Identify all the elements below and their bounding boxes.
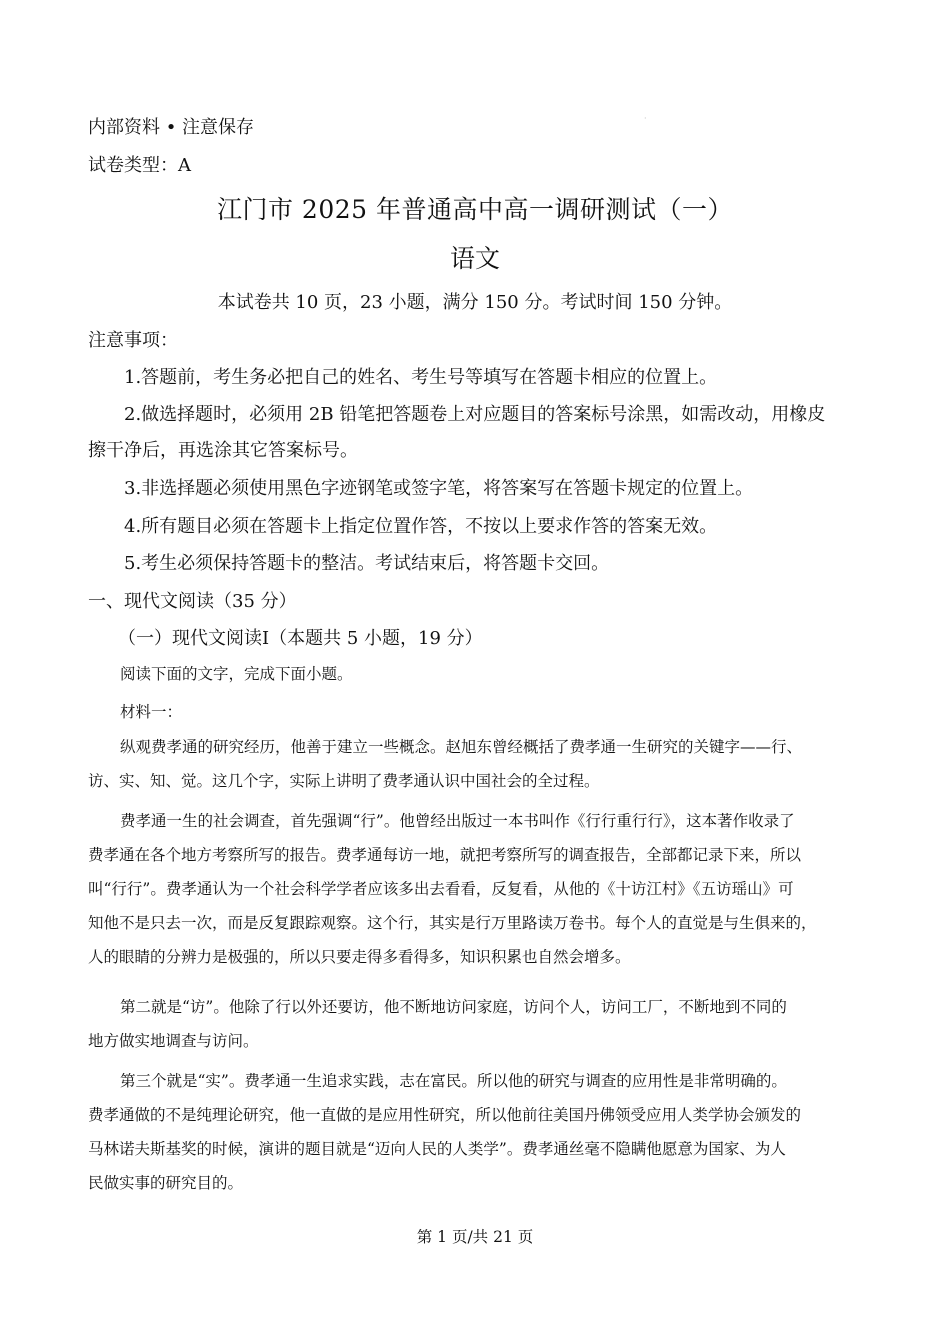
notes-heading: 注意事项： — [88, 330, 178, 351]
reading-instruction: 阅读下面的文字，完成下面小题。 — [120, 665, 353, 683]
confidential-label: 内部资料 • 注意保存 — [88, 117, 255, 138]
paragraph-line: 费孝通做的不是纯理论研究，他一直做的是应用性研究，所以他前往美国丹佛领受应用人类学协会颁发的 — [88, 1106, 802, 1124]
paragraph-line: 民做实事的研究目的。 — [88, 1174, 244, 1192]
paragraph-line: 访、实、知、觉。这几个字，实际上讲明了费孝通认识中国社会的全过程。 — [88, 772, 600, 790]
subsection-heading: （一）现代文阅读Ⅰ（本题共 5 小题，19 分） — [118, 628, 483, 649]
paragraph-line: 知他不是只去一次，而是反复跟踪观察。这个行，其实是行万里路读万卷书。每个人的直觉是与生俱来的， — [88, 914, 817, 932]
passage-paragraph-1 — [88, 730, 866, 798]
paragraph-line: 人的眼睛的分辨力是极强的，所以只要走得多看得多，知识积累也自然会增多。 — [88, 948, 631, 966]
note-item-3: 3.非选择题必须使用黑色字迹钢笔或签字笔，将答案写在答题卡规定的位置上。 — [124, 478, 754, 499]
paragraph-line: 马林诺夫斯基奖的时候，演讲的题目就是“迈向人民的人类学”。费孝通丝毫不隐瞒他愿意为国家、为人 — [88, 1140, 786, 1158]
paper-type-label: 试卷类型：A — [88, 155, 191, 176]
paragraph-line: 第三个就是“实”。费孝通一生追求实践，志在富民。所以他的研究与调查的应用性是非常明确的。 — [120, 1072, 787, 1090]
passage-paragraph-4 — [88, 1064, 866, 1200]
passage-paragraph-2 — [88, 804, 866, 974]
paragraph-line: 地方做实地调查与访问。 — [88, 1032, 259, 1050]
note-item-1: 1.答题前，考生务必把自己的姓名、考生号等填写在答题卡相应的位置上。 — [124, 367, 718, 388]
note-item-5: 5.考生必须保持答题卡的整洁。考试结束后，将答题卡交回。 — [124, 553, 610, 574]
paragraph-line: 叫“行行”。费孝通认为一个社会科学学者应该多出去看看，反复看，从他的《十访江村》《五访瑶山》可 — [88, 880, 794, 898]
exam-summary: 本试卷共 10 页，23 小题，满分 150 分。考试时间 150 分钟。 — [217, 292, 733, 313]
passage-paragraph-3 — [88, 990, 866, 1058]
note-item-2: 2.做选择题时，必须用 2B 铅笔把答题卷上对应题目的答案标号涂黑，如需改动，用橡皮 — [124, 404, 826, 425]
subject-title: 语文 — [449, 244, 500, 273]
paragraph-line: 费孝通一生的社会调查，首先强调“行”。他曾经出版过一本书叫作《行行重行行》，这本著作收录了 — [120, 812, 795, 830]
paragraph-line: 第二就是“访”。他除了行以外还要访，他不断地访问家庭，访问个人，访问工厂，不断地到不同的 — [120, 998, 787, 1016]
paragraph-line: 纵观费孝通的研究经历，他善于建立一些概念。赵旭东曾经概括了费孝通一生研究的关键字——行、 — [120, 738, 803, 756]
exam-title: 江门市 2025 年普通高中高一调研测试（一） — [216, 195, 734, 224]
note-item-2-continued: 擦干净后，再选涂其它答案标号。 — [88, 440, 358, 461]
material-label: 材料一： — [120, 703, 183, 721]
page-number: 第 1 页/共 21 页 — [416, 1228, 534, 1246]
section-heading: 一、现代文阅读（35 分） — [88, 591, 297, 612]
note-item-4: 4.所有题目必须在答题卡上指定位置作答，不按以上要求作答的答案无效。 — [124, 516, 718, 537]
paragraph-line: 费孝通在各个地方考察所写的报告。费孝通每访一地，就把考察所写的调查报告，全部都记录下来，所以 — [88, 846, 802, 864]
scan-dot: · — [644, 114, 647, 123]
